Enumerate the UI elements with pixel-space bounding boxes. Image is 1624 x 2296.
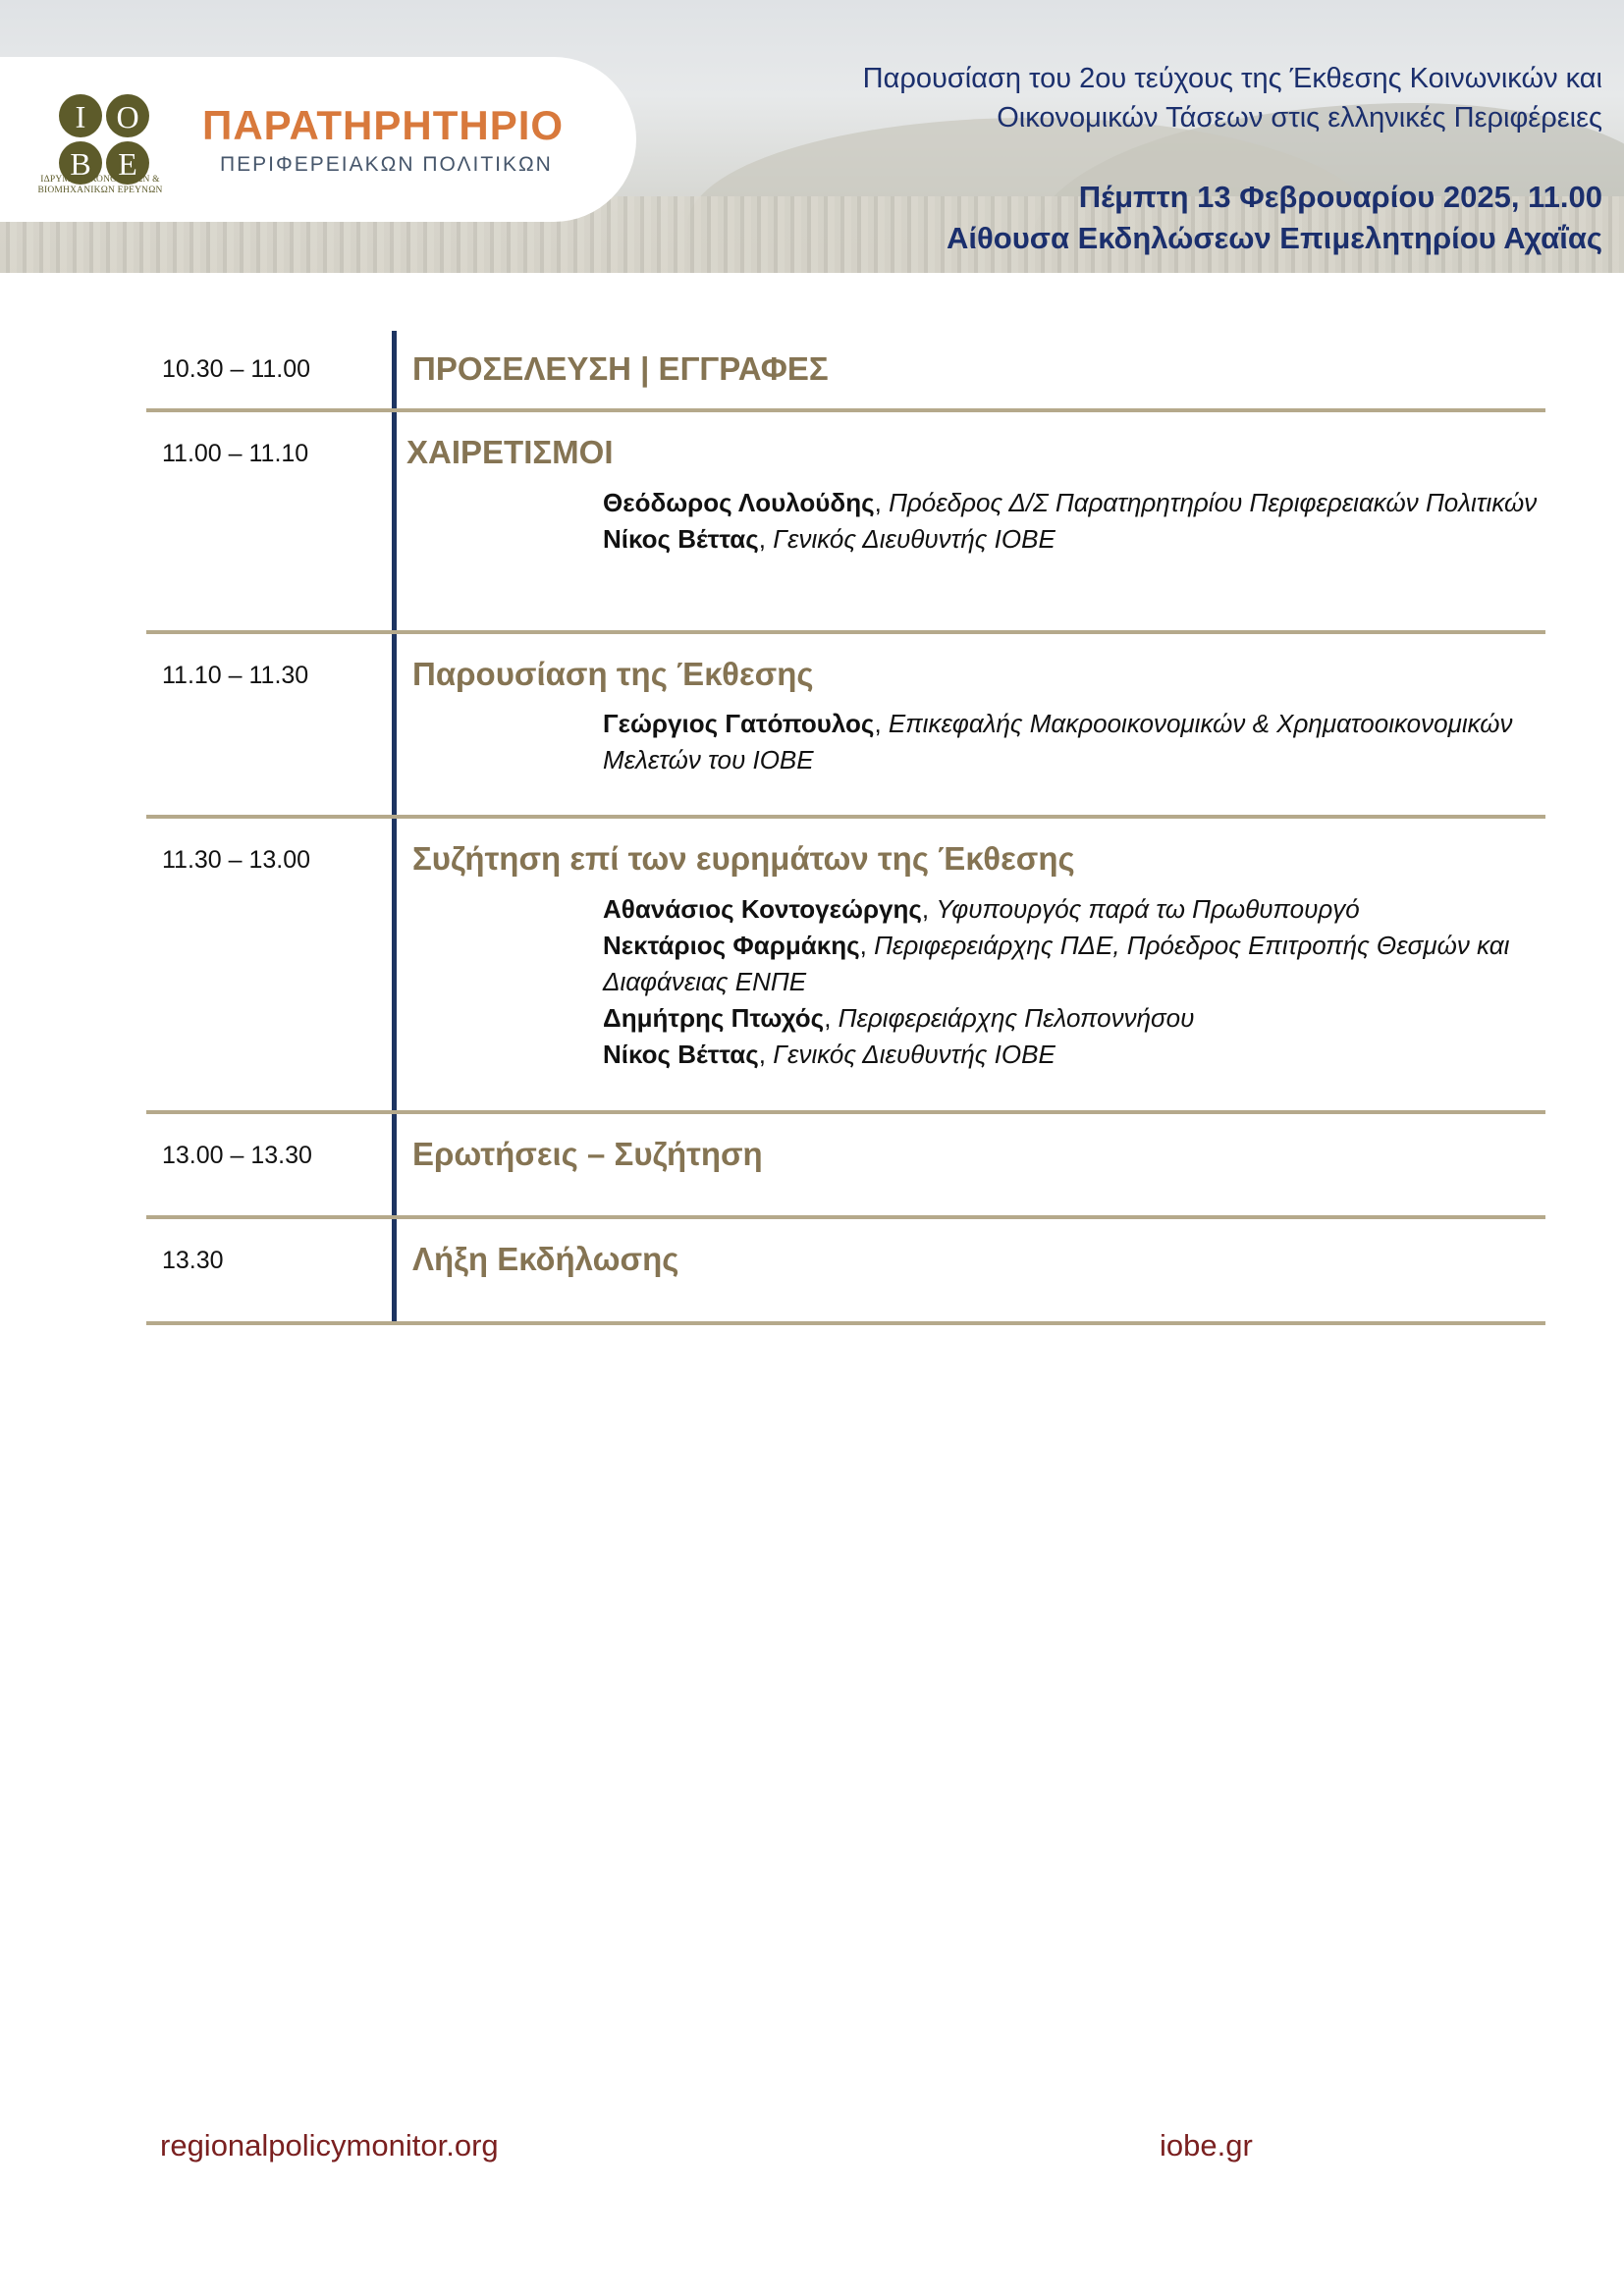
agenda-speakers-4 (603, 891, 1545, 1073)
observatory-subtitle: ΠΕΡΙΦΕΡΕΙΑΚΩΝ ΠΟΛΙΤΙΚΩΝ (220, 153, 553, 176)
observatory-title: ΠΑΡΑΤΗΡΗΤΗΡΙΟ (202, 102, 565, 148)
speaker-entry: Αθανάσιος Κοντογεώργης, Υφυπουργός παρά τω Πρωθυπουργό (603, 894, 1360, 924)
agenda-separator-4 (146, 1110, 1545, 1114)
agenda-time-3: 11.10 – 11.30 (162, 662, 309, 689)
speaker-role: Γενικός Διευθυντής ΙΟΒΕ (773, 1040, 1056, 1069)
speaker-entry: Θεόδωρος Λουλούδης, Πρόεδρος Δ/Σ Παρατηρητηρίου Περιφερειακών Πολιτικών (603, 488, 1538, 517)
logo-letter-2: Ο (116, 99, 139, 134)
event-venue: Αίθουσα Εκδηλώσεων Επιμελητηρίου Αχαΐας (947, 221, 1602, 255)
event-date: Πέμπτη 13 Φεβρουαρίου 2025, 11.00 (1078, 180, 1602, 214)
agenda-title-4: Συζήτηση επί των ευρημάτων της Έκθεσης (412, 840, 1075, 877)
speaker-role: Περιφερειάρχης Πελοποννήσου (838, 1003, 1195, 1033)
speaker-role: Υφυπουργός παρά τω Πρωθυπουργό (936, 894, 1360, 924)
agenda-title-6: Λήξη Εκδήλωσης (412, 1241, 679, 1277)
agenda-time-2: 11.00 – 11.10 (162, 440, 309, 467)
agenda-separator-1 (146, 408, 1545, 412)
agenda-separator-3 (146, 815, 1545, 819)
speaker-role: Πρόεδρος Δ/Σ Παρατηρητηρίου Περιφερειακών Πολιτικών (889, 488, 1538, 517)
agenda-separator-5 (146, 1215, 1545, 1219)
agenda-title-1: ΠΡΟΣΕΛΕΥΣΗ | ΕΓΓΡΑΦΕΣ (412, 350, 829, 387)
speaker-name: Αθανάσιος Κοντογεώργης (603, 894, 922, 924)
agenda-speakers-3 (603, 706, 1545, 778)
speaker-entry: Νεκτάριος Φαρμάκης, Περιφερειάρχης ΠΔΕ, Πρόεδρος Επιτροπής Θεσμών και Διαφάνειας ΕΝΠΕ (603, 931, 1510, 996)
logo-letter-1: Ι (75, 99, 86, 134)
agenda-vertical-divider (392, 331, 397, 1322)
event-title-line2: Οικονομικών Τάσεων στις ελληνικές Περιφέρειες (997, 102, 1602, 133)
speaker-name: Νίκος Βέττας (603, 1040, 759, 1069)
iobe-caption (14, 175, 187, 196)
event-title (863, 59, 1602, 137)
speaker-entry: Νίκος Βέττας, Γενικός Διευθυντής ΙΟΒΕ (603, 1040, 1056, 1069)
footer-link-iobe[interactable]: iobe.gr (1160, 2128, 1253, 2163)
agenda-title-3: Παρουσίαση της Έκθεσης (412, 656, 814, 692)
speaker-role: Γενικός Διευθυντής ΙΟΒΕ (773, 524, 1056, 554)
event-when-where (947, 177, 1602, 259)
agenda-title-2: ΧΑΙΡΕΤΙΣΜΟΙ (406, 434, 614, 470)
speaker-name: Νίκος Βέττας (603, 524, 759, 554)
logo-letter-3: Β (70, 146, 91, 182)
header-banner (0, 0, 1624, 273)
iobe-caption-line2: ΒΙΟΜΗΧΑΝΙΚΩΝ ΕΡΕΥΝΩΝ (37, 186, 163, 195)
speaker-entry: Νίκος Βέττας, Γενικός Διευθυντής ΙΟΒΕ (603, 524, 1056, 554)
agenda-time-1: 10.30 – 11.00 (162, 355, 311, 383)
agenda-separator-2 (146, 630, 1545, 634)
speaker-role: Επικεφαλής Μακροοικονομικών & Χρηματοοικονομικών Μελετών του ΙΟΒΕ (603, 709, 1513, 774)
iobe-caption-line1: ΙΔΡΥΜΑ ΟΙΚΟΝΟΜΙΚΩΝ & (40, 175, 160, 185)
speaker-name: Δημήτρης Πτωχός (603, 1003, 825, 1033)
agenda-time-4: 11.30 – 13.00 (162, 846, 311, 874)
agenda-speakers-2 (603, 485, 1545, 558)
footer-link-regionalpolicymonitor[interactable]: regionalpolicymonitor.org (160, 2128, 499, 2163)
agenda-title-5: Ερωτήσεις – Συζήτηση (412, 1136, 763, 1172)
agenda-time-6: 13.30 (162, 1247, 224, 1274)
agenda-separator-6 (146, 1321, 1545, 1325)
speaker-name: Νεκτάριος Φαρμάκης (603, 931, 860, 960)
speaker-role: Περιφερειάρχης ΠΔΕ, Πρόεδρος Επιτροπής Θεσμών και Διαφάνειας ΕΝΠΕ (603, 931, 1510, 996)
speaker-name: Θεόδωρος Λουλούδης (603, 488, 875, 517)
logo-letter-4: Ε (118, 146, 137, 182)
agenda-time-5: 13.00 – 13.30 (162, 1142, 312, 1169)
speaker-entry: Δημήτρης Πτωχός, Περιφερειάρχης Πελοποννήσου (603, 1003, 1195, 1033)
event-title-line1: Παρουσίαση του 2ου τεύχους της Έκθεσης Κοινωνικών και (862, 63, 1602, 94)
speaker-entry: Γεώργιος Γατόπουλος, Επικεφαλής Μακροοικονομικών & Χρηματοοικονομικών Μελετών του ΙΟΒΕ (603, 709, 1513, 774)
speaker-name: Γεώργιος Γατόπουλος (603, 709, 875, 738)
logo-panel (0, 57, 636, 222)
